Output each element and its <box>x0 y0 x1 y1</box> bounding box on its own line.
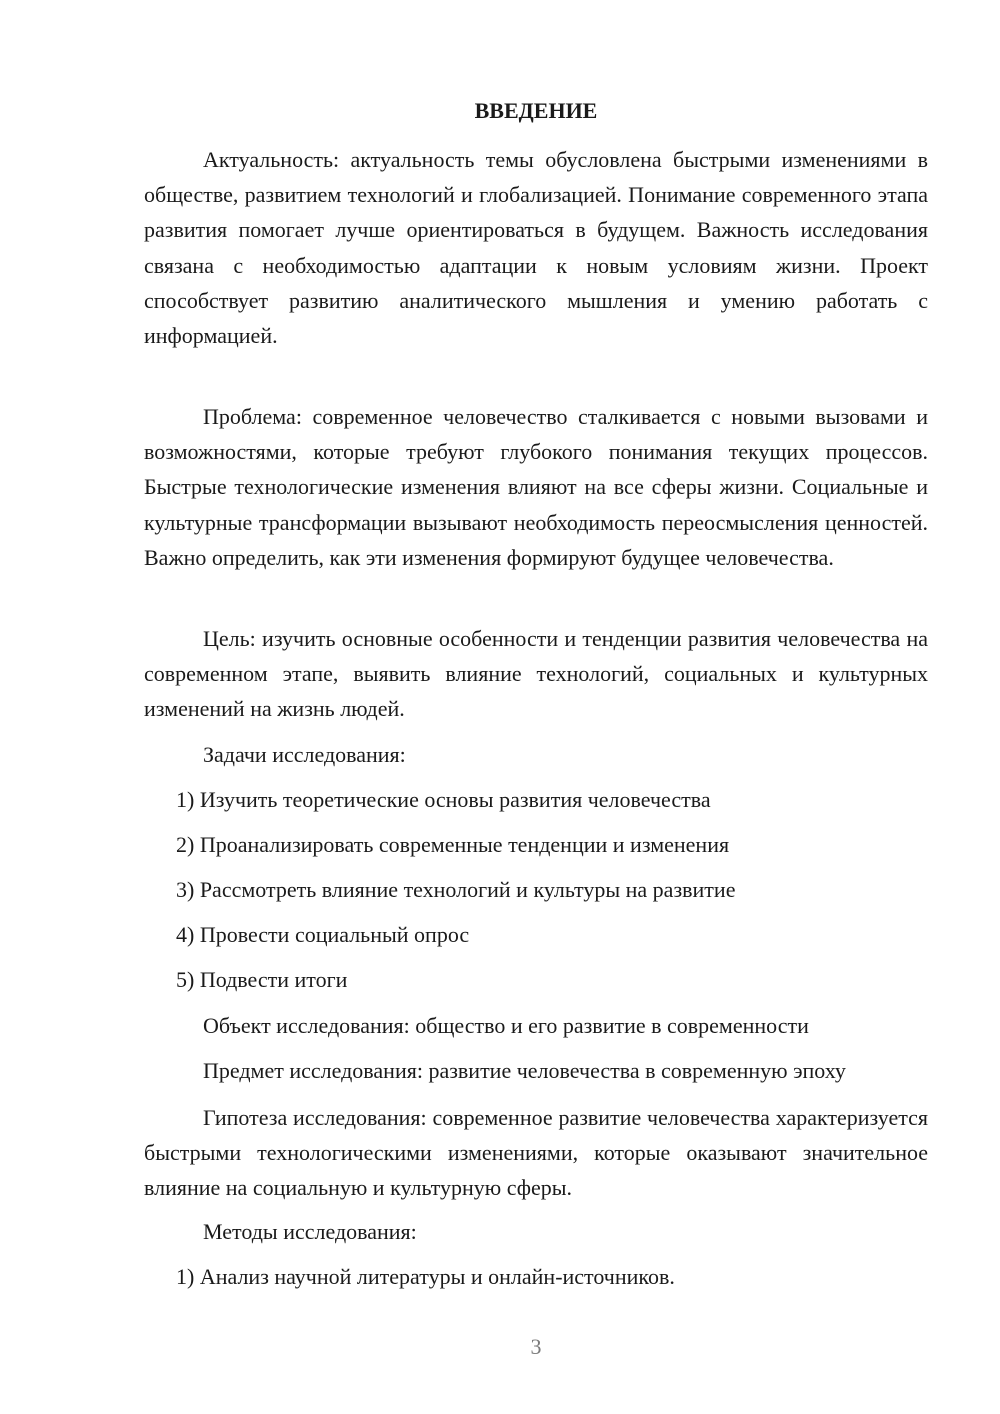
task-item: 3) Рассмотреть влияние технологий и культуры на развитие <box>176 877 736 902</box>
research-subject: Предмет исследования: развитие человечества в современную эпоху <box>203 1058 846 1083</box>
paragraph-problem: Проблема: современное человечество сталкивается с новыми вызовами и возможностями, которые требуют глубокого понимания текущих процессов. Быстрые технологические изменения влияют на все сферы жизни. Социальные и культурные трансформации вызывают необходимость переосмысления ценностей. Важно определить, как эти изменения формируют будущее человечества. <box>144 404 928 570</box>
task-item: 5) Подвести итоги <box>176 967 348 992</box>
method-item: 1) Анализ научной литературы и онлайн-источников. <box>176 1264 675 1289</box>
paragraph-hypothesis: Гипотеза исследования: современное развитие человечества характеризуется быстрыми технологическими изменениями, которые оказывают значительное влияние на социальную и культурную сферы. <box>144 1105 928 1201</box>
paragraph-goal: Цель: изучить основные особенности и тенденции развития человечества на современном этапе, выявить влияние технологий, социальных и культурных изменений на жизнь людей. <box>144 626 928 722</box>
task-item: 4) Провести социальный опрос <box>176 922 470 947</box>
methods-heading: Методы исследования: <box>203 1219 417 1244</box>
tasks-heading: Задачи исследования: <box>203 742 406 767</box>
task-item: 1) Изучить теоретические основы развития человечества <box>176 787 711 812</box>
research-object: Объект исследования: общество и его развитие в современности <box>203 1013 809 1038</box>
task-item: 2) Проанализировать современные тенденции и изменения <box>176 832 730 857</box>
page-title: ВВЕДЕНИЕ <box>474 98 598 123</box>
document-page <box>144 0 928 1414</box>
page-number: 3 <box>530 1334 542 1359</box>
paragraph-relevance: Актуальность: актуальность темы обусловлена быстрыми изменениями в обществе, развитием технологий и глобализацией. Понимание современного этапа развития помогает лучше ориентироваться в будущем. Важность исследования связана с необходимостью адаптации к новым условиям жизни. Проект способствует развитию аналитического мышления и умению работать с информацией. <box>144 147 928 349</box>
